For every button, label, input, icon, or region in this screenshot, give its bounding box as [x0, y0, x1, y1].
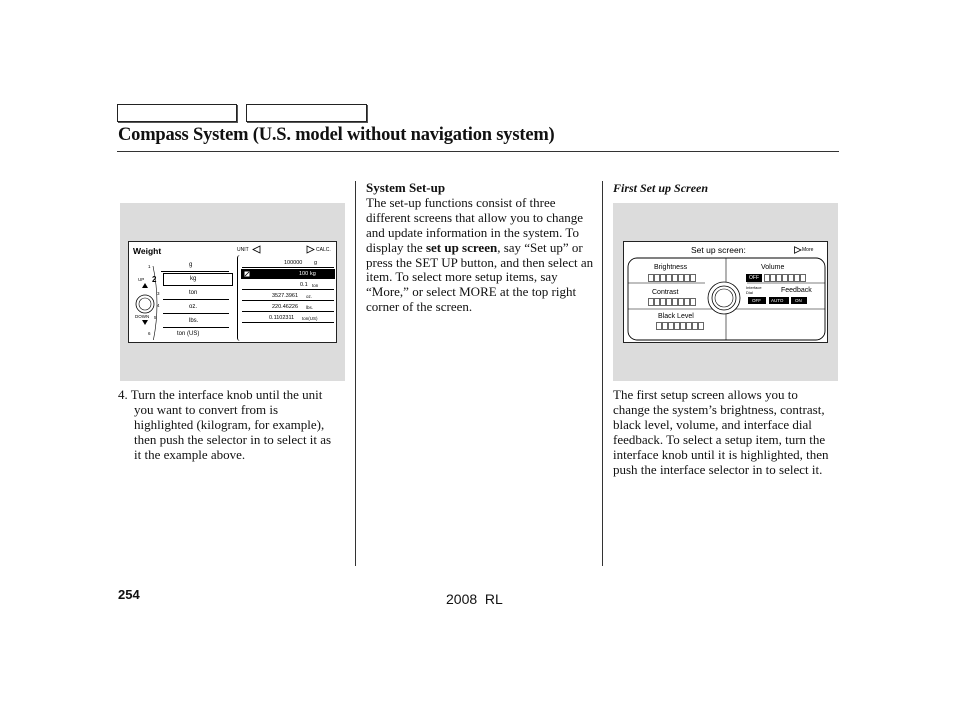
feedback-label[interactable]: Feedback — [781, 287, 812, 294]
unit-option-label: oz. — [189, 304, 198, 310]
unit-option[interactable] — [163, 301, 229, 314]
selected-index: 2 — [152, 275, 157, 284]
conversion-value: 100000 — [284, 260, 303, 266]
toggle-on-label: ON — [795, 298, 802, 303]
black-level-bar[interactable] — [656, 322, 708, 330]
conversion-unit: kg — [310, 271, 316, 277]
step-4-text: 4. Turn the interface knob until the unit you want to convert from is highlighted (kilogram, for example), then push the selector in to select it as it the example above. — [118, 387, 332, 462]
brightness-level-bar[interactable] — [648, 274, 700, 282]
interface-dial-label: Interface Dial — [746, 285, 762, 295]
row-number: 1 — [148, 264, 151, 269]
conversion-row — [242, 280, 334, 290]
calc-label: CALC. — [316, 247, 331, 253]
interface-dial-icon[interactable] — [706, 280, 742, 316]
down-label: DOWN — [135, 314, 150, 319]
model-label: 2008 RL — [446, 591, 503, 607]
feedback-auto-toggle[interactable] — [769, 297, 789, 304]
row-number: 3 — [157, 291, 160, 296]
brightness-label[interactable]: Brightness — [654, 264, 688, 271]
conversion-unit: lbs. — [306, 305, 314, 310]
setup-description: The first setup screen allows you to change the system’s brightness, contrast, black level, volume, and interface dial feedback. To select a setup item, turn the interface knob until it is highlighted, then push the interface selector in to select it. — [613, 387, 829, 477]
conversion-value: 0.1102311 — [269, 315, 295, 321]
page-title: Compass System (U.S. model without navigation system) — [118, 125, 555, 145]
unit-list — [161, 260, 233, 342]
unit-option-label: ton (US) — [177, 331, 200, 337]
volume-off-label: OFF — [749, 275, 759, 281]
conversion-value: 0.1 — [300, 282, 308, 288]
unit-option-label: g — [189, 262, 193, 268]
unit-label: UNIT — [237, 247, 249, 253]
figure-caption: First Set up Screen — [613, 181, 709, 195]
pencil-icon — [244, 271, 250, 277]
row-number: 5 — [154, 315, 157, 320]
conversion-unit: g — [314, 260, 318, 266]
more-label[interactable]: More — [802, 247, 814, 253]
unit-option[interactable] — [163, 287, 229, 300]
left-arrow-icon[interactable] — [252, 245, 262, 254]
nav-button-2[interactable] — [246, 104, 367, 122]
contrast-label[interactable]: Contrast — [652, 289, 679, 296]
interface-knob-icon[interactable] — [131, 258, 165, 340]
toggle-auto-label: AUTO — [771, 298, 784, 303]
volume-label[interactable]: Volume — [761, 264, 785, 271]
page-number: 254 — [118, 587, 140, 602]
unit-option-label: kg — [190, 276, 197, 282]
right-arrow-icon[interactable] — [793, 246, 802, 254]
black-level-label[interactable]: Black Level — [658, 313, 694, 320]
column-divider-2 — [602, 181, 603, 566]
feedback-off-toggle[interactable] — [748, 297, 766, 304]
conversion-row — [242, 258, 334, 268]
unit-option-label: lbs. — [189, 318, 199, 324]
conversion-row — [242, 302, 334, 312]
contrast-level-bar[interactable] — [648, 298, 700, 306]
left-column-text — [118, 388, 338, 463]
conversion-row-highlighted — [241, 269, 335, 279]
row-number: 6 — [148, 331, 151, 336]
conversion-row — [242, 313, 334, 323]
nav-button-1[interactable] — [117, 104, 237, 122]
right-column-text — [613, 388, 835, 477]
conversion-unit: oz. — [306, 294, 313, 299]
unit-option-label: ton — [189, 290, 198, 296]
toggle-off-label: OFF — [752, 298, 761, 303]
setup-text-after: , say “Set up” or press the SET UP button, and then select an item. To select more setup items, say “More,” or select MORE at the top right corner of the screen. — [366, 239, 594, 315]
title-divider — [117, 151, 839, 152]
unit-option[interactable] — [161, 260, 229, 272]
setup-bold-term: set up screen — [425, 239, 498, 255]
feedback-on-toggle[interactable] — [791, 297, 807, 304]
setup-text-before: The set-up functions consist of three different screens that allow you to change and update information in the system. To display the — [366, 194, 584, 255]
weight-title: Weight — [133, 246, 162, 256]
unit-conversion-screen — [128, 241, 337, 343]
conversion-unit: ton — [312, 283, 319, 288]
up-label: UP — [138, 277, 145, 282]
row-number: 4 — [157, 303, 160, 308]
conversion-value: 220.46226 — [272, 304, 298, 310]
setup-screen — [623, 241, 828, 343]
conversion-value: 3527.3961 — [272, 293, 298, 299]
setup-title: Set up screen: — [691, 245, 746, 255]
conversion-unit: ton(US) — [302, 316, 318, 321]
middle-column-text — [366, 181, 594, 315]
system-setup-heading: System Set-up — [366, 180, 446, 195]
unit-option[interactable] — [161, 329, 229, 341]
conversion-value: 100 — [299, 271, 309, 277]
unit-option-selected[interactable] — [163, 273, 233, 286]
column-divider-1 — [355, 181, 356, 566]
unit-option[interactable] — [163, 315, 229, 328]
conversion-results — [237, 255, 335, 341]
conversion-row — [242, 291, 334, 301]
right-arrow-icon[interactable] — [305, 245, 315, 254]
